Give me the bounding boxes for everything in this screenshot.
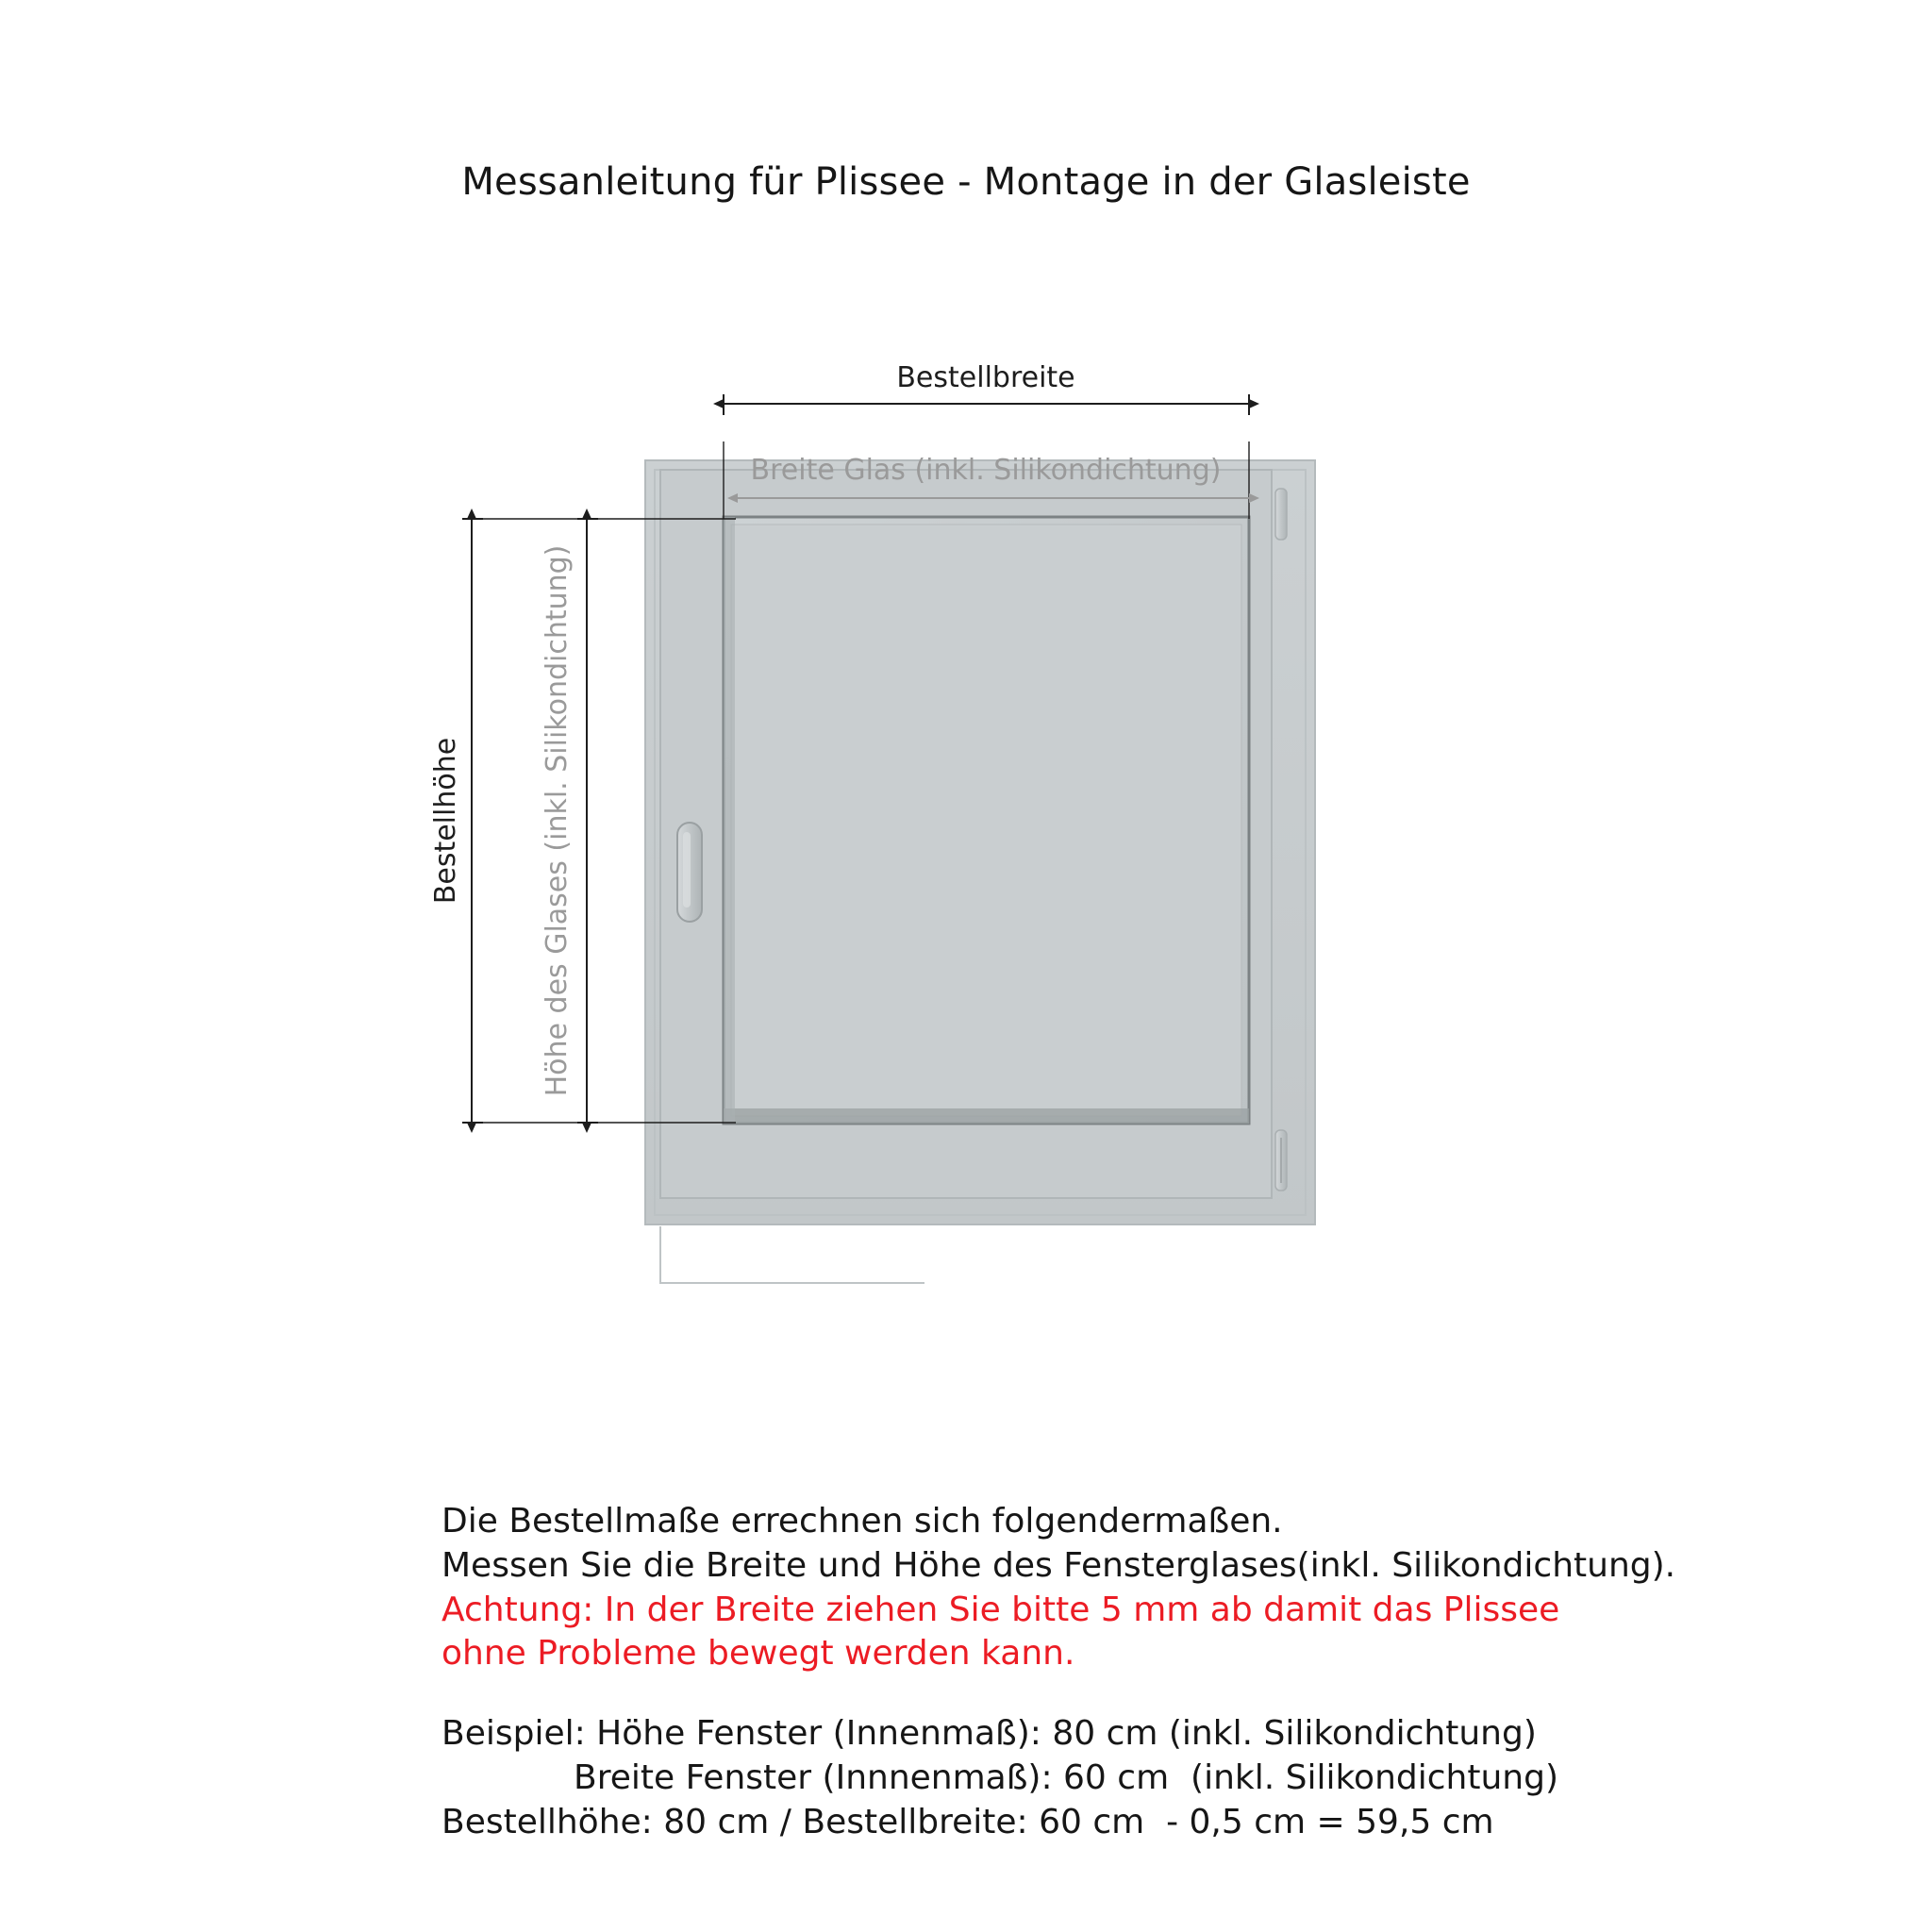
- dimension-glass-height: [541, 519, 598, 1123]
- example-line-2: Breite Fenster (Innnenmaß): 60 cm (inkl. Silikondichtung): [574, 1757, 1558, 1797]
- label-bestellhoehe: Bestellhöhe: [429, 737, 462, 905]
- instructions-block: [441, 1500, 1762, 1845]
- label-breite-glas: Breite Glas (inkl. Silikondichtung): [750, 454, 1222, 487]
- page-title: Messanleitung für Plissee - Montage in der Glasleiste: [461, 160, 1471, 204]
- example-line-1: Beispiel: Höhe Fenster (Innenmaß): 80 cm (inkl. Silikondichtung): [441, 1714, 1537, 1754]
- label-hoehe-glas: Höhe des Glases (inkl. Silikondichtung): [541, 544, 574, 1097]
- instruction-line-1: Die Bestellmaße errechnen sich folgendermaßen.: [441, 1502, 1283, 1541]
- text-spacer: [441, 1676, 1762, 1712]
- window-hinge-top: [1275, 489, 1287, 540]
- window-handle: [677, 823, 702, 922]
- warning-line-2: ohne Probleme bewegt werden kann.: [441, 1634, 1075, 1674]
- measuring-diagram: [0, 283, 1932, 1443]
- window-hinge-bottom: [1275, 1130, 1287, 1191]
- warning-line-1: Achtung: In der Breite ziehen Sie bitte 5 mm ab damit das Plissee: [441, 1590, 1560, 1629]
- example-line-3: Bestellhöhe: 80 cm / Bestellbreite: 60 cm - 0,5 cm = 59,5 cm: [441, 1802, 1494, 1841]
- label-bestellbreite: Bestellbreite: [896, 361, 1075, 394]
- instruction-line-2: Messen Sie die Breite und Höhe des Fensterglases(inkl. Silikondichtung).: [441, 1545, 1676, 1585]
- window-graphic: [645, 460, 1315, 1283]
